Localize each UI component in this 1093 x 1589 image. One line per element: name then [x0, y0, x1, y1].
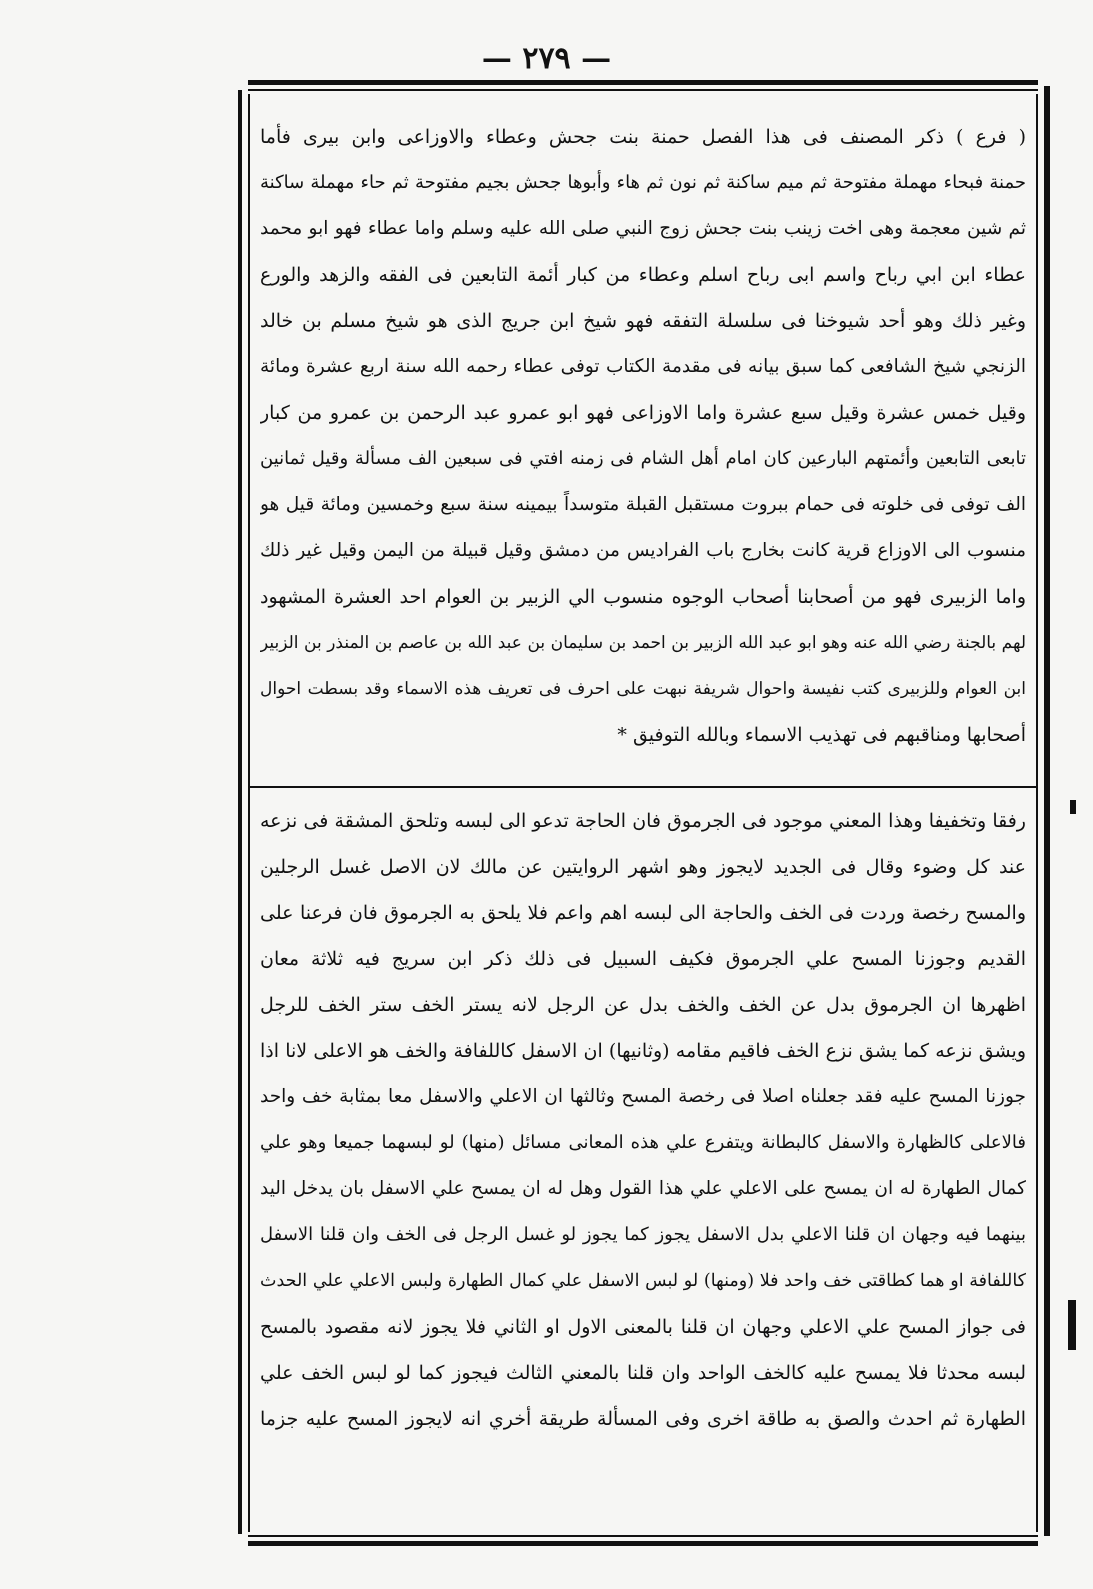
text-line: لبسه محدثا فلا يمسح عليه كالخف الواحد وان قلنا بالمعني الثالث فيجوز كما لو لبس الخف علي: [260, 1362, 1026, 1384]
text-line: عند كل وضوء وقال فى الجديد لايجوز وهو اشهر الروايتين عن مالك لان الاصل غسل الرجلين: [260, 856, 1026, 878]
text-line: ( فرع ) ذكر المصنف فى هذا الفصل حمنة بنت جحش وعطاء والاوزاعى وابن بيرى فأما: [260, 126, 1026, 148]
text-line: الزنجي شيخ الشافعى كما سبق بيانه فى مقدمة الكتاب توفى عطاء رحمه الله سنة اربع عشرة ومائة: [260, 356, 1026, 377]
text-line: جوزنا المسح عليه فقد جعلناه اصلا فى رخصة المسح وثالثها ان الاعلي والاسفل معا بمثابة خف واحد: [260, 1086, 1026, 1107]
margin-mark: [1068, 1300, 1076, 1350]
text-line: القديم وجوزنا المسح علي الجرموق فكيف السبيل فى ذلك ذكر ابن سريج فيه ثلاثة معان: [260, 948, 1026, 970]
page-number: — ٢٧٩ —: [481, 41, 612, 76]
frame-right-inner-border: [1036, 94, 1038, 1532]
text-line: بينهما فيه وجهان ان قلنا الاعلي بدل الاسفل يجوز كما يجوز لو غسل الرجل فى الخف وان قلنا الاسفل: [260, 1224, 1026, 1245]
text-line: الف توفى فى خلوته فى حمام ببروت مستقبل القبلة متوسداً بيمينه سنة سبع وخمسين ومائة قيل هو: [260, 494, 1026, 515]
frame-right-border: [1044, 86, 1050, 1536]
frame-top-rule: [248, 80, 1038, 85]
text-line: حمنة فبحاء مهملة مفتوحة ثم ميم ساكنة ثم نون ثم هاء وأبوها جحش بجيم مفتوحة ثم حاء مهملة ساكنة: [260, 172, 1026, 193]
text-line: كمال الطهارة له ان يمسح على الاعلي علي هذا القول وهل له ان يمسح علي الاسفل بان يدخل اليد: [260, 1178, 1026, 1199]
text-line: ابن العوام وللزبيرى كتب نفيسة واحوال شريفة نبهت على احرف فى تعريف هذه الاسماء وقد بسطت احوال: [260, 679, 1026, 699]
frame-bottom-inner-rule: [248, 1535, 1038, 1537]
text-line: كاللفافة او هما كطاقتى خف واحد فلا (ومنها) لو لبس الاسفل علي كمال الطهارة ولبس الاعلي علي الحدث: [260, 1271, 1026, 1291]
text-line: منسوب الى الاوزاع قرية كانت بخارج باب الفراديس من دمشق وقيل قبيلة من اليمن وقيل غير ذلك: [260, 540, 1026, 561]
main-text-section: [260, 798, 1026, 1442]
text-line: وغير ذلك وهو أحد شيوخنا فى سلسلة التفقه فهو شيخ ابن جريج الذى هو شيخ مسلم بن خالد: [260, 310, 1026, 332]
text-line: تابعى التابعين وأئمتهم البارعين كان امام أهل الشام فى زمنه افتي فى سبعين الف مسألة وقيل ثمانين: [260, 448, 1026, 469]
text-line: اظهرها ان الجرموق بدل عن الخف والخف بدل عن الرجل لانه يستر الخف ستر الخف للرجل: [260, 994, 1026, 1016]
text-line: واما الزبيرى فهو من أصحابنا أصحاب الوجوه منسوب الي الزبير بن العوام احد العشرة المشهود: [260, 586, 1026, 608]
text-line: والمسح رخصة وردت فى الخف والحاجة الى لبسه اهم واعم فلا يلحق به الجرموق فان فرعنا على: [260, 902, 1026, 924]
page-frame: [248, 80, 1038, 1546]
text-line: لهم بالجنة رضي الله عنه وهو ابو عبد الله الزبير بن احمد بن سليمان بن عبد الله بن عاصم بن المنذر بن الزبير: [260, 633, 1026, 653]
text-line: رفقا وتخفيفا وهذا المعني موجود فى الجرموق فان الحاجة تدعو الى لبسه وتلحق المشقة فى نزعه: [260, 810, 1026, 832]
frame-left-inner-border: [248, 94, 250, 1532]
text-line: عطاء ابن ابي رباح واسم ابى رباح اسلم وعطاء من كبار أئمة التابعين فى الفقه والزهد والورع: [260, 264, 1026, 286]
text-line: فى جواز المسح علي الاعلي وجهان ان قلنا بالمعنى الاول او الثاني فلا يجوز لانه مقصود بالمسح: [260, 1316, 1026, 1338]
section-divider: [248, 786, 1038, 788]
margin-mark: [1070, 800, 1076, 814]
text-line-last: أصحابها ومناقبهم فى تهذيب الاسماء وبالله التوفيق *: [617, 724, 1026, 746]
text-line: الطهارة ثم احدث والصق به طاقة اخرى وفى المسألة طريقة أخري انه لايجوز المسح عليه جزما: [260, 1408, 1026, 1430]
frame-bottom-rule: [248, 1541, 1038, 1546]
text-line: وقيل خمس عشرة وقيل سبع عشرة واما الاوزاعى فهو ابو عمرو عبد الرحمن بن عمرو من كبار: [260, 402, 1026, 424]
frame-top-inner-rule: [248, 89, 1038, 91]
text-line: ويشق نزعه كما يشق نزع الخف فاقيم مقامه (وثانيها) ان الاسفل كاللفافة والخف هو الاعلى لانا اذا: [260, 1040, 1026, 1062]
frame-left-border: [238, 90, 242, 1534]
text-line: ثم شين معجمة وهى اخت زينب بنت جحش زوج النبي صلى الله عليه وسلم واما عطاء فهو ابو محمد: [260, 218, 1026, 239]
commentary-section: [260, 114, 1026, 758]
text-line: فالاعلى كالظهارة والاسفل كالبطانة ويتفرع علي هذه المعانى مسائل (منها) لو لبسهما جميعا وهو علي: [260, 1132, 1026, 1153]
